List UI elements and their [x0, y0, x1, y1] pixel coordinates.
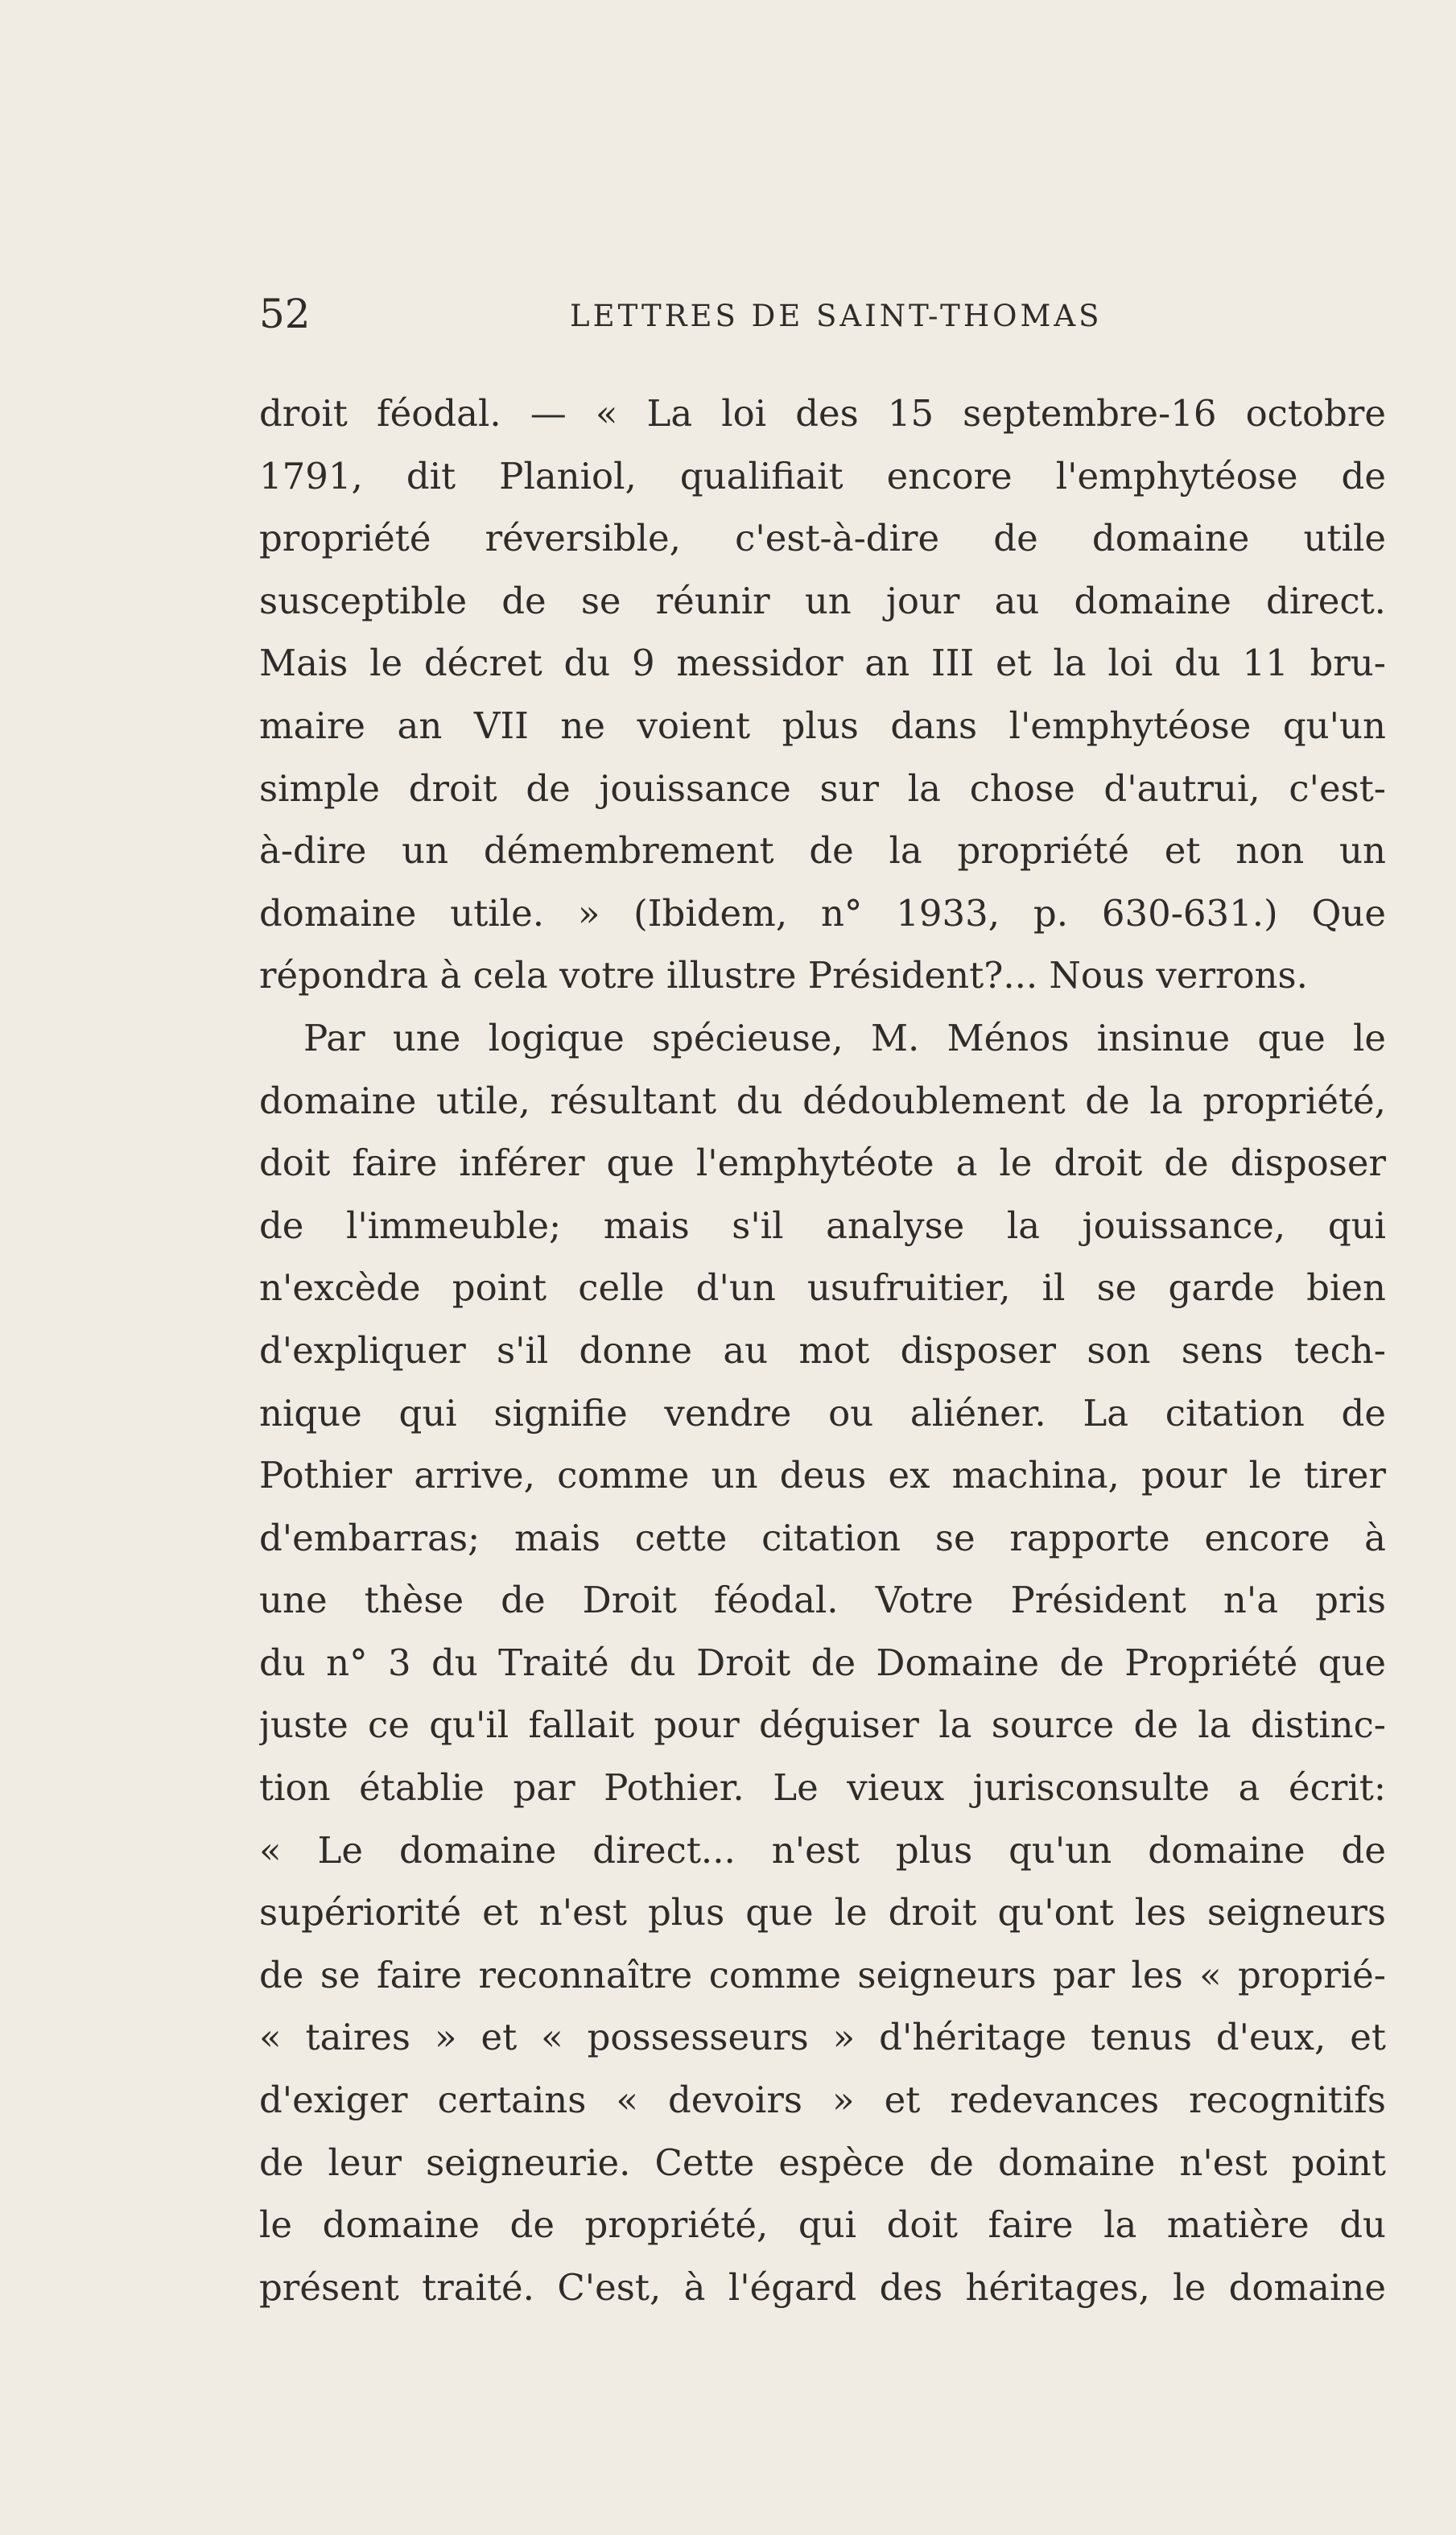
- text-line: d'expliquer s'il donne au mot disposer son sens tech-: [259, 1328, 1386, 1372]
- text-line: « taires » et « possesseurs » d'héritage tenus d'eux, et: [259, 2016, 1386, 2059]
- text-line: droit féodal. — « La loi des 15 septembre-16 octobre: [259, 392, 1386, 435]
- text-line: de l'immeuble; mais s'il analyse la jouissance, qui: [259, 1204, 1386, 1247]
- text-line: à-dire un démembrement de la propriété et non un: [259, 829, 1386, 873]
- text-line: de leur seigneurie. Cette espèce de domaine n'est point: [259, 2141, 1386, 2184]
- text-line: Mais le décret du 9 messidor an III et la loi du 11 bru-: [259, 642, 1386, 685]
- text-line: propriété réversible, c'est-à-dire de domaine utile: [259, 517, 1386, 560]
- page-header: [259, 286, 1386, 342]
- text-line: simple droit de jouissance sur la chose d'autrui, c'est-: [259, 766, 1386, 810]
- text-line: maire an VII ne voient plus dans l'emphytéose qu'un: [259, 704, 1386, 747]
- text-line: domaine utile. » (Ibidem, n° 1933, p. 630-631.) Que: [259, 891, 1386, 935]
- text-line: supériorité et n'est plus que le droit qu'ont les seigneurs: [259, 1891, 1386, 1934]
- running-head: LETTRES DE SAINT-THOMAS: [570, 299, 1103, 333]
- text-line: susceptible de se réunir un jour au domaine direct.: [259, 579, 1386, 622]
- text-line: présent traité. C'est, à l'égard des héritages, le domaine: [259, 2265, 1386, 2309]
- text-line: Par une logique spécieuse, M. Ménos insinue que le: [303, 1016, 1386, 1059]
- text-line: n'excède point celle d'un usufruitier, il se garde bien: [259, 1266, 1386, 1310]
- text-line: « Le domaine direct... n'est plus qu'un domaine de: [259, 1828, 1386, 1872]
- text-line: répondra à cela votre illustre Président?... Nous verrons.: [259, 954, 1308, 997]
- text-line: nique qui signifie vendre ou aliéner. La citation de: [259, 1391, 1386, 1435]
- text-line: Pothier arrive, comme un deus ex machina, pour le tirer: [259, 1454, 1386, 1497]
- text-line: 1791, dit Planiol, qualifiait encore l'emphytéose de: [259, 454, 1386, 498]
- text-line: juste ce qu'il fallait pour déguiser la source de la distinc-: [259, 1703, 1386, 1747]
- text-line: le domaine de propriété, qui doit faire la matière du: [259, 2203, 1386, 2247]
- text-line: tion établie par Pothier. Le vieux jurisconsulte a écrit:: [259, 1766, 1386, 1810]
- text-line: d'exiger certains « devoirs » et redevances recognitifs: [259, 2079, 1386, 2122]
- text-line: du n° 3 du Traité du Droit de Domaine de Propriété que: [259, 1641, 1386, 1684]
- text-line: doit faire inférer que l'emphytéote a le droit de disposer: [259, 1142, 1386, 1185]
- page-number: 52: [259, 291, 311, 337]
- text-line: d'embarras; mais cette citation se rapporte encore à: [259, 1516, 1386, 1559]
- body-text: [259, 382, 1386, 2318]
- text-line: une thèse de Droit féodal. Votre Président n'a pris: [259, 1579, 1386, 1622]
- text-line: domaine utile, résultant du dédoublement de la propriété,: [259, 1079, 1386, 1122]
- text-line: de se faire reconnaître comme seigneurs par les « proprié-: [259, 1953, 1386, 1996]
